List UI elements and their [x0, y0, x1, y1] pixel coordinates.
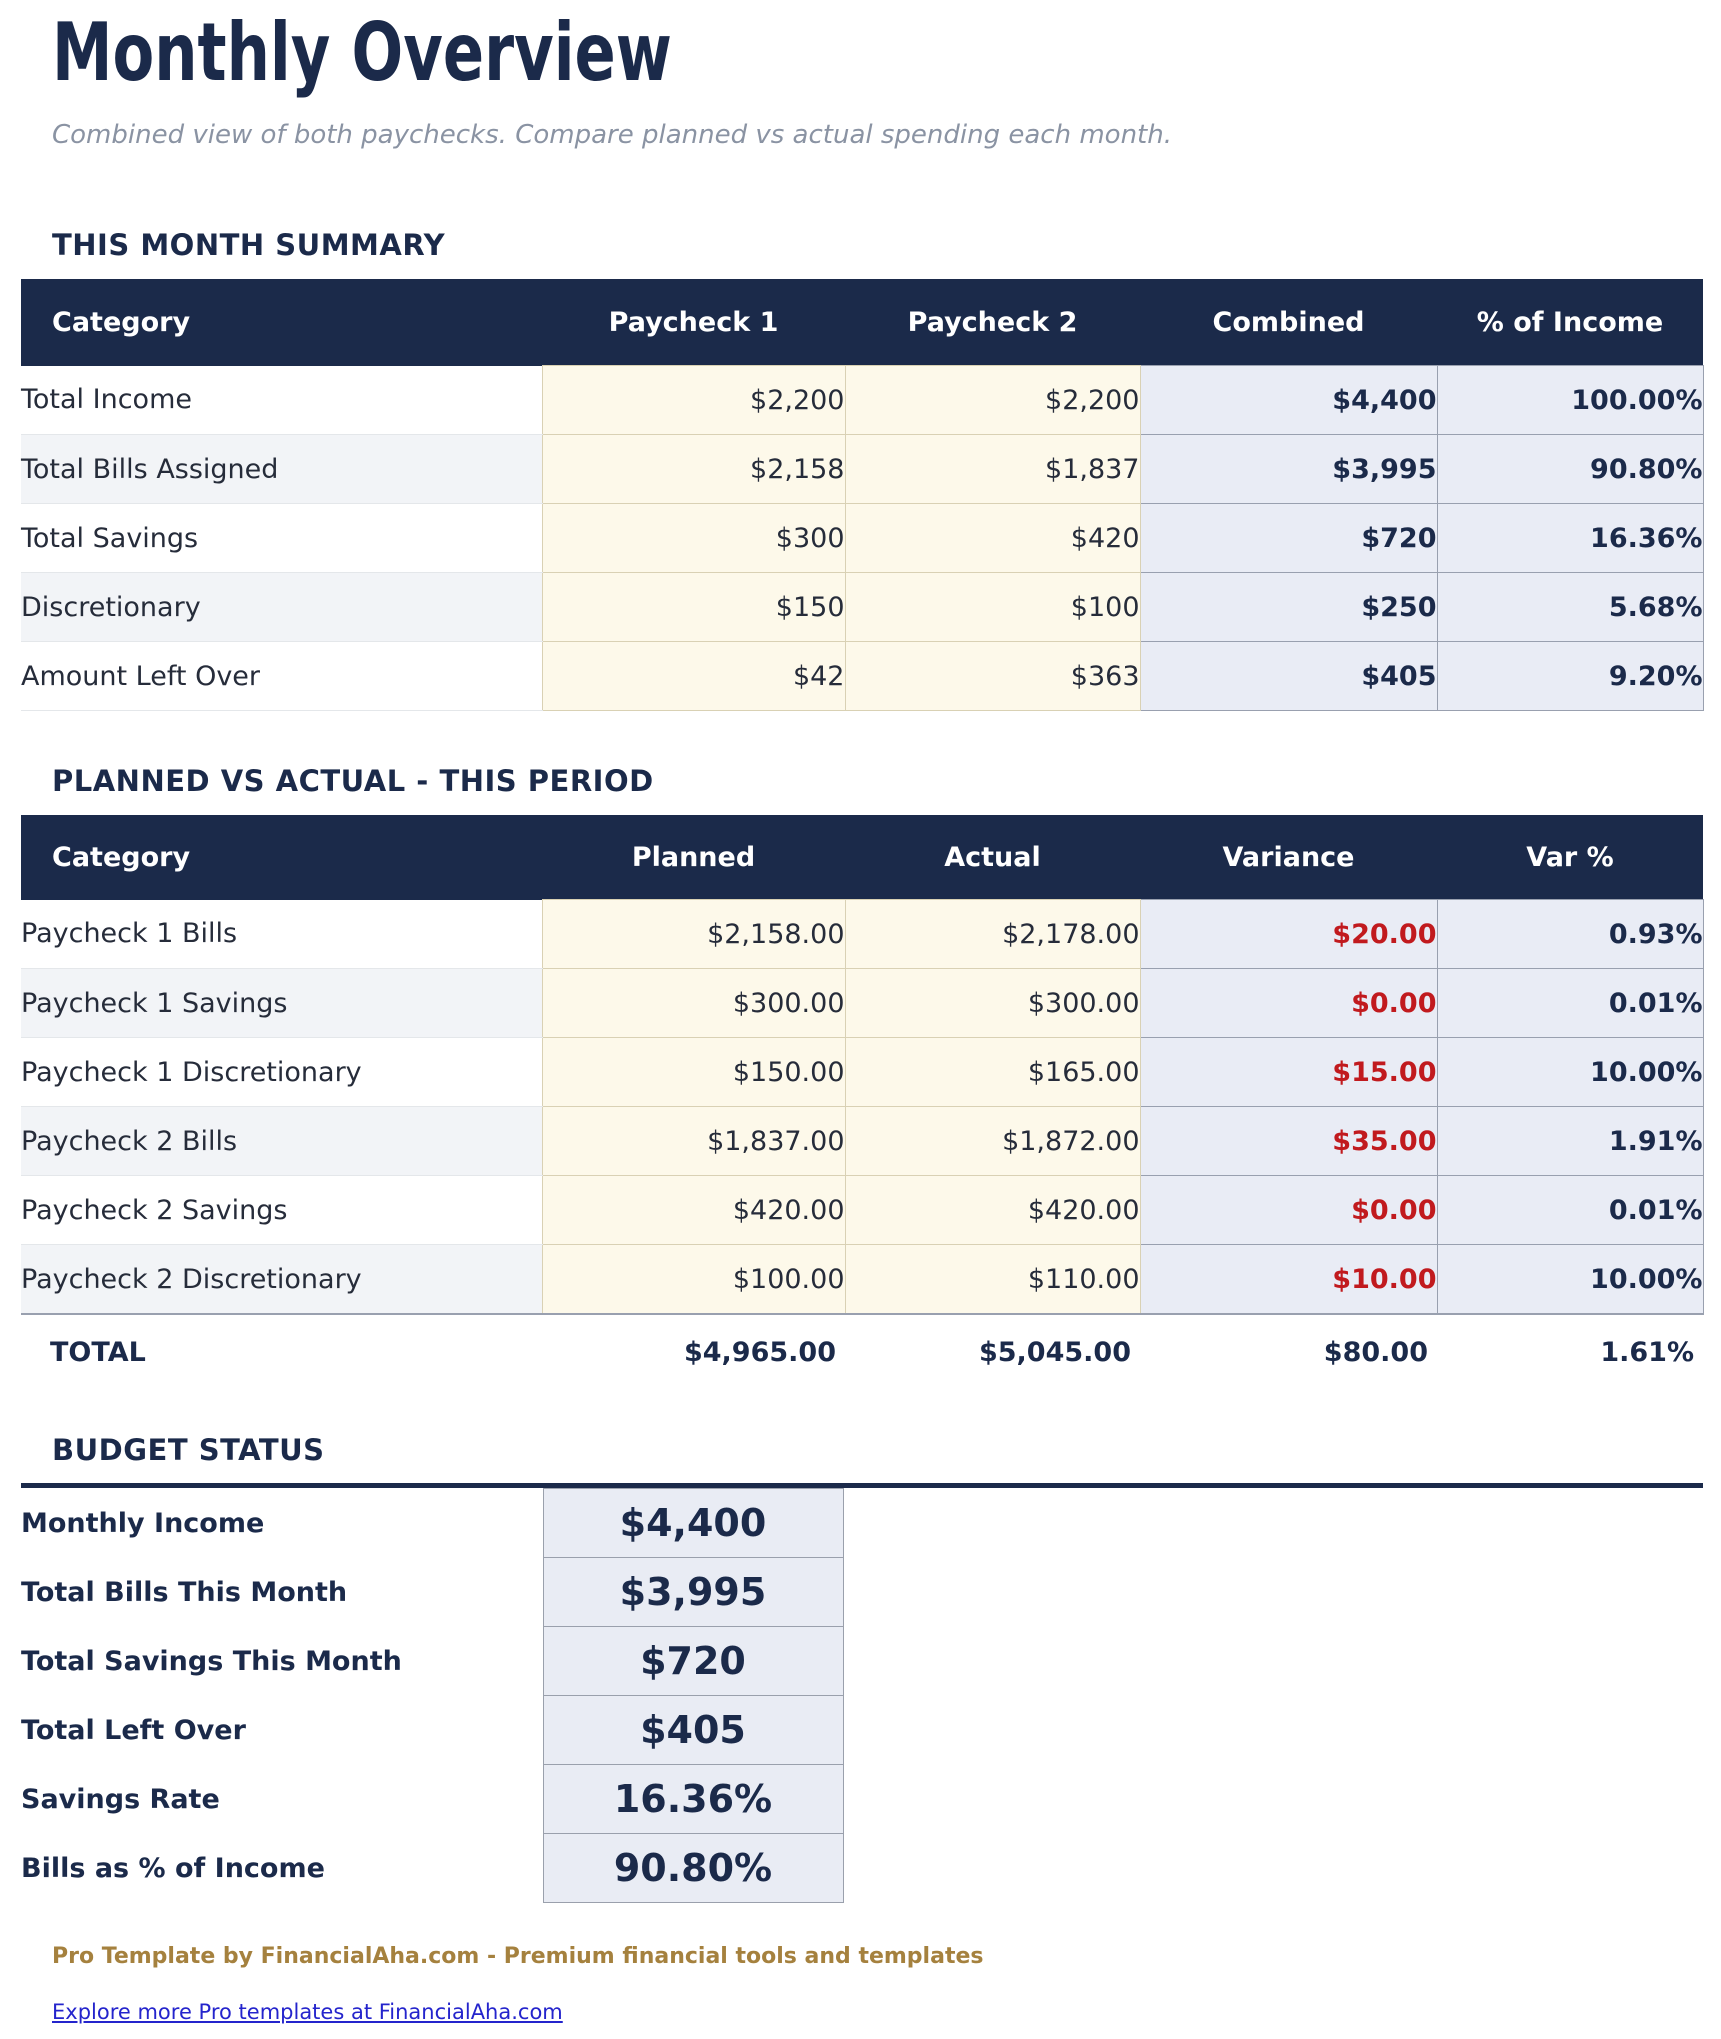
- planned-variance-cell: $15.00: [1140, 1038, 1437, 1107]
- table-row: [21, 900, 1703, 969]
- table-row: [21, 573, 1703, 642]
- total-variance: $80.00: [1140, 1314, 1437, 1389]
- page-title: Monthly Overview: [52, 6, 672, 99]
- planned-col-var-pct: Var %: [1437, 815, 1703, 900]
- planned-col-planned: Planned: [542, 815, 845, 900]
- summary-category-cell: Amount Left Over: [21, 642, 542, 711]
- footer-credit-text: Pro Template by FinancialAha.com - Premium financial tools and templates: [52, 1944, 984, 1969]
- planned-var-pct-cell: 0.01%: [1437, 1176, 1703, 1245]
- summary-col-paycheck2: Paycheck 2: [845, 279, 1140, 366]
- planned-category-cell: Paycheck 1 Bills: [21, 900, 542, 969]
- planned-category-cell: Paycheck 2 Savings: [21, 1176, 542, 1245]
- summary-pct-cell: 9.20%: [1437, 642, 1703, 711]
- summary-p2-cell: $363: [845, 642, 1140, 711]
- table-row: [21, 642, 1703, 711]
- planned-vs-actual-table: [21, 815, 1704, 1389]
- table-row: [21, 1038, 1703, 1107]
- planned-planned-cell: $150.00: [542, 1038, 845, 1107]
- planned-var-pct-cell: 10.00%: [1437, 1245, 1703, 1315]
- footer-templates-link[interactable]: Explore more Pro templates at FinancialAha.com: [52, 2000, 563, 2024]
- budget-label: Total Bills This Month: [21, 1576, 348, 1608]
- summary-combined-cell: $720: [1140, 504, 1437, 573]
- planned-planned-cell: $2,158.00: [542, 900, 845, 969]
- planned-actual-cell: $420.00: [845, 1176, 1140, 1245]
- summary-pct-cell: 5.68%: [1437, 573, 1703, 642]
- planned-var-pct-cell: 0.93%: [1437, 900, 1703, 969]
- budget-value: $4,400: [543, 1489, 843, 1558]
- planned-planned-cell: $1,837.00: [542, 1107, 845, 1176]
- table-row: [21, 1627, 843, 1696]
- summary-combined-cell: $250: [1140, 573, 1437, 642]
- summary-combined-cell: $405: [1140, 642, 1437, 711]
- table-row: [21, 1696, 843, 1765]
- summary-p1-cell: $150: [542, 573, 845, 642]
- summary-col-paycheck1: Paycheck 1: [542, 279, 845, 366]
- budget-value: $3,995: [543, 1558, 843, 1627]
- summary-category-cell: Total Bills Assigned: [21, 435, 542, 504]
- planned-header-row: [21, 815, 1703, 900]
- planned-actual-cell: $300.00: [845, 969, 1140, 1038]
- planned-category-cell: Paycheck 2 Bills: [21, 1107, 542, 1176]
- table-row: [21, 969, 1703, 1038]
- planned-planned-cell: $100.00: [542, 1245, 845, 1315]
- planned-planned-cell: $300.00: [542, 969, 845, 1038]
- summary-pct-cell: 16.36%: [1437, 504, 1703, 573]
- planned-var-pct-cell: 0.01%: [1437, 969, 1703, 1038]
- summary-col-combined: Combined: [1140, 279, 1437, 366]
- planned-var-pct-cell: 10.00%: [1437, 1038, 1703, 1107]
- table-row: [21, 435, 1703, 504]
- summary-header-row: [21, 279, 1703, 366]
- planned-col-actual: Actual: [845, 815, 1140, 900]
- planned-category-cell: Paycheck 2 Discretionary: [21, 1245, 542, 1315]
- table-row: [21, 1489, 843, 1558]
- summary-p2-cell: $420: [845, 504, 1140, 573]
- summary-p2-cell: $2,200: [845, 366, 1140, 435]
- summary-section-title: THIS MONTH SUMMARY: [52, 228, 446, 262]
- planned-variance-cell: $35.00: [1140, 1107, 1437, 1176]
- planned-variance-cell: $0.00: [1140, 1176, 1437, 1245]
- planned-variance-cell: $0.00: [1140, 969, 1437, 1038]
- summary-p2-cell: $100: [845, 573, 1140, 642]
- summary-p1-cell: $300: [542, 504, 845, 573]
- summary-col-category: Category: [21, 279, 542, 366]
- summary-combined-cell: $4,400: [1140, 366, 1437, 435]
- summary-col-pct-income: % of Income: [1437, 279, 1703, 366]
- planned-variance-cell: $10.00: [1140, 1245, 1437, 1315]
- summary-combined-cell: $3,995: [1140, 435, 1437, 504]
- table-row: [21, 1765, 843, 1834]
- planned-col-variance: Variance: [1140, 815, 1437, 900]
- budget-section-title: BUDGET STATUS: [52, 1433, 325, 1467]
- summary-p1-cell: $2,200: [542, 366, 845, 435]
- summary-p1-cell: $2,158: [542, 435, 845, 504]
- budget-label: Monthly Income: [21, 1507, 265, 1539]
- planned-col-category: Category: [21, 815, 542, 900]
- budget-label: Bills as % of Income: [21, 1852, 325, 1884]
- summary-p1-cell: $42: [542, 642, 845, 711]
- total-label: TOTAL: [21, 1314, 542, 1389]
- budget-label: Total Savings This Month: [21, 1645, 402, 1677]
- summary-table: [21, 279, 1704, 711]
- total-var-pct: 1.61%: [1437, 1314, 1703, 1389]
- summary-category-cell: Discretionary: [21, 573, 542, 642]
- budget-value: $720: [543, 1627, 843, 1696]
- budget-label: Total Left Over: [21, 1714, 246, 1746]
- table-row: [21, 366, 1703, 435]
- planned-actual-cell: $1,872.00: [845, 1107, 1140, 1176]
- table-row: [21, 1558, 843, 1627]
- budget-value: $405: [543, 1696, 843, 1765]
- table-row: [21, 1834, 843, 1903]
- page-subtitle: Combined view of both paychecks. Compare planned vs actual spending each month.: [52, 120, 1172, 150]
- summary-category-cell: Total Income: [21, 366, 542, 435]
- summary-p2-cell: $1,837: [845, 435, 1140, 504]
- planned-variance-cell: $20.00: [1140, 900, 1437, 969]
- table-row: [21, 1107, 1703, 1176]
- summary-pct-cell: 90.80%: [1437, 435, 1703, 504]
- planned-actual-cell: $110.00: [845, 1245, 1140, 1315]
- summary-category-cell: Total Savings: [21, 504, 542, 573]
- summary-pct-cell: 100.00%: [1437, 366, 1703, 435]
- planned-total-row: [21, 1314, 1703, 1389]
- planned-category-cell: Paycheck 1 Discretionary: [21, 1038, 542, 1107]
- table-row: [21, 504, 1703, 573]
- table-row: [21, 1176, 1703, 1245]
- planned-planned-cell: $420.00: [542, 1176, 845, 1245]
- budget-value: 16.36%: [543, 1765, 843, 1834]
- planned-var-pct-cell: 1.91%: [1437, 1107, 1703, 1176]
- budget-status-table: [21, 1488, 844, 1903]
- budget-label: Savings Rate: [21, 1783, 220, 1815]
- table-row: [21, 1245, 1703, 1315]
- total-actual: $5,045.00: [845, 1314, 1140, 1389]
- total-planned: $4,965.00: [542, 1314, 845, 1389]
- budget-value: 90.80%: [543, 1834, 843, 1903]
- planned-category-cell: Paycheck 1 Savings: [21, 969, 542, 1038]
- planned-actual-cell: $2,178.00: [845, 900, 1140, 969]
- planned-actual-cell: $165.00: [845, 1038, 1140, 1107]
- planned-section-title: PLANNED VS ACTUAL - THIS PERIOD: [52, 764, 654, 798]
